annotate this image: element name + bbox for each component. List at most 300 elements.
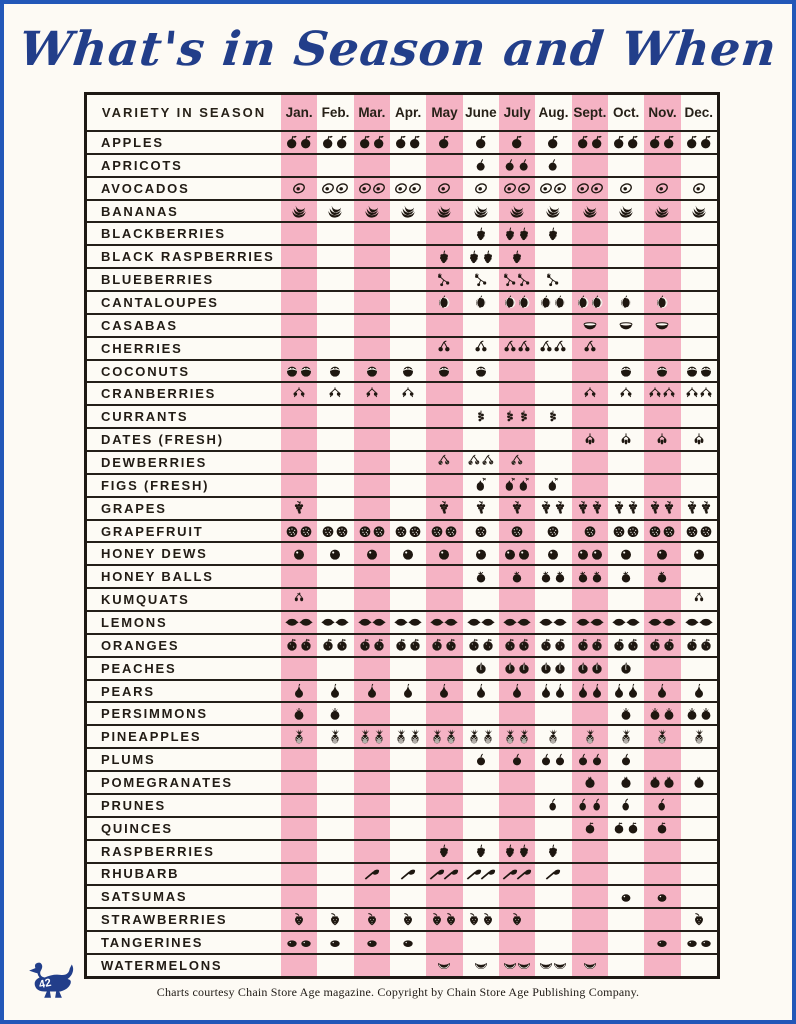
season-cell [499,612,535,633]
season-cell [426,635,462,656]
apple-icon [698,133,714,151]
rhubarb-icon [364,865,380,883]
table-row [87,176,717,199]
season-cell [572,841,608,862]
season-cell [535,681,571,702]
season-cell [463,155,499,176]
table-row [87,359,717,382]
table-row [87,564,717,587]
month-header: Nov. [644,95,680,130]
season-cell [499,886,535,907]
apple-icon [298,133,314,151]
season-cell [317,475,353,496]
season-cell [317,155,353,176]
season-cell [463,886,499,907]
season-cell [499,749,535,770]
season-cell [317,726,353,747]
season-cell [426,338,462,359]
season-cell [281,726,317,747]
coconut-icon [654,362,670,380]
season-cell [281,703,317,724]
avocado-icon [473,179,489,197]
season-cell [317,635,353,656]
season-cell [426,178,462,199]
variety-label: FIGS (FRESH) [101,477,210,493]
season-cell [572,269,608,290]
variety-label: CHERRIES [101,340,183,356]
season-cell [535,223,571,244]
season-cell [535,498,571,519]
season-cell [317,498,353,519]
rhubarb-icon [400,865,416,883]
season-cell [390,155,426,176]
orange-icon [407,636,423,654]
tangerine-icon [327,934,343,952]
season-cell [354,315,390,336]
coconut-icon [473,362,489,380]
berry-icon [545,225,561,243]
season-cell [681,269,717,290]
peach-icon [516,659,532,677]
grapefruit-icon [661,522,677,540]
season-cell [390,566,426,587]
season-cell [608,772,644,793]
table-row [87,290,717,313]
plum-icon [509,751,525,769]
honeydew-icon [436,545,452,563]
season-cell [426,223,462,244]
season-cell [535,475,571,496]
month-header: Dec. [684,105,714,120]
berry-icon [516,842,532,860]
table-row [87,427,717,450]
season-cell [354,726,390,747]
honeydew-icon [691,545,707,563]
lemon-icon [480,613,496,631]
season-cell [463,315,499,336]
goose-icon [26,954,78,1004]
season-cell [644,864,680,885]
season-cell [426,726,462,747]
pear-icon [291,682,307,700]
dewberry-icon [509,453,525,471]
season-cell [608,612,644,633]
prune-icon [654,796,670,814]
season-cell [681,749,717,770]
cantaloupe-icon [436,293,452,311]
season-cell [608,703,644,724]
season-cell [317,361,353,382]
season-cell [572,338,608,359]
season-cell [281,269,317,290]
variety-label: BLUEBERRIES [101,272,214,288]
honeyball-icon [654,568,670,586]
season-cell [390,658,426,679]
season-cell [499,338,535,359]
season-cell [644,658,680,679]
season-cell [281,475,317,496]
season-cell [681,498,717,519]
variety-label: CASABAS [101,317,178,333]
season-cell [535,246,571,267]
coconut-icon [298,362,314,380]
season-cell [426,269,462,290]
season-cell [499,155,535,176]
season-cell [535,932,571,953]
season-cell [354,178,390,199]
season-cell [572,681,608,702]
table-row [87,221,717,244]
season-cell [644,361,680,382]
table-row [87,633,717,656]
variety-label: DATES (FRESH) [101,432,224,448]
banana-icon [691,202,707,220]
season-cell [535,749,571,770]
cranberry-icon [364,385,380,403]
coconut-icon [436,362,452,380]
season-cell [644,498,680,519]
season-cell [426,955,462,976]
variety-label: CURRANTS [101,409,189,425]
season-cell [317,772,353,793]
lemon-icon [589,613,605,631]
quince-icon [582,819,598,837]
tangerine-icon [364,934,380,952]
avocado-icon [291,179,307,197]
season-cell [681,452,717,473]
season-cell [463,361,499,382]
season-cell [354,338,390,359]
season-cell [463,703,499,724]
variety-label: STRAWBERRIES [101,912,228,928]
season-cell [281,406,317,427]
season-cell [390,223,426,244]
pomegranate-icon [618,773,634,791]
grape-icon [661,499,677,517]
season-cell [317,292,353,313]
plum-icon [473,751,489,769]
variety-label: GRAPES [101,500,167,516]
season-cell [572,726,608,747]
grape-icon [436,499,452,517]
season-cell [390,543,426,564]
season-cell [535,178,571,199]
berry-icon [480,248,496,266]
banana-icon [436,202,452,220]
month-header: Mar. [354,95,390,130]
season-cell [535,383,571,404]
season-cell [608,864,644,885]
coconut-icon [698,362,714,380]
season-cell [499,566,535,587]
orange-icon [443,636,459,654]
season-cell [535,818,571,839]
season-cell [463,955,499,976]
grape-icon [552,499,568,517]
season-cell [463,772,499,793]
season-cell [644,795,680,816]
season-cell [681,566,717,587]
season-cell [463,681,499,702]
blueberry-icon [516,271,532,289]
cherry-icon [516,339,532,357]
season-cell [390,589,426,610]
season-cell [354,841,390,862]
season-cell [426,475,462,496]
grapefruit-icon [407,522,423,540]
season-cell [572,429,608,450]
season-cell [608,932,644,953]
season-cell [608,223,644,244]
variety-label: LEMONS [101,614,168,630]
season-cell [644,612,680,633]
season-cell [354,612,390,633]
season-cell [317,818,353,839]
apricot-icon [516,156,532,174]
peach-icon [552,659,568,677]
season-cell [681,841,717,862]
season-cell [644,726,680,747]
season-cell [317,681,353,702]
pomegranate-icon [691,773,707,791]
season-cell [426,292,462,313]
variety-label: COCONUTS [101,363,190,379]
season-cell [426,864,462,885]
season-cell [317,932,353,953]
strawberry-icon [400,911,416,929]
honeyball-icon [618,568,634,586]
season-cell [608,406,644,427]
season-cell [644,338,680,359]
honeydew-icon [654,545,670,563]
blueberry-icon [436,271,452,289]
season-cell [463,795,499,816]
season-cell [681,726,717,747]
month-header: Jan. [281,95,317,130]
strawberry-icon [291,911,307,929]
season-cell [281,886,317,907]
season-cell [572,703,608,724]
pineapple-icon [582,728,598,746]
season-cell [681,589,717,610]
season-cell [535,612,571,633]
season-cell [426,886,462,907]
rhubarb-icon [480,865,496,883]
season-cell [390,132,426,153]
season-cell [463,201,499,222]
avocado-icon [691,179,707,197]
lemon-icon [661,613,677,631]
banana-icon [327,202,343,220]
season-cell [390,772,426,793]
table-row [87,724,717,747]
peach-icon [589,659,605,677]
season-cell [281,635,317,656]
season-cell [681,635,717,656]
season-cell [499,635,535,656]
berry-icon [516,225,532,243]
season-cell [499,383,535,404]
variety-label: ORANGES [101,637,180,653]
season-cell [281,315,317,336]
season-cell [463,452,499,473]
season-cell [608,818,644,839]
pineapple-icon [618,728,634,746]
season-cell [608,292,644,313]
season-cell [317,703,353,724]
season-cell [463,498,499,519]
kumquat-icon [291,591,307,609]
orange-icon [698,636,714,654]
season-cell [426,749,462,770]
variety-label: POMEGRANATES [101,774,233,790]
season-cell [426,681,462,702]
prune-icon [618,796,634,814]
season-cell [499,269,535,290]
table-header-row [87,95,717,130]
watermelon-icon [436,956,452,974]
fig-icon [516,476,532,494]
season-cell [644,269,680,290]
orange-icon [516,636,532,654]
season-cell [390,864,426,885]
avocado-icon [407,179,423,197]
season-cell [281,429,317,450]
table-row [87,244,717,267]
apple-icon [545,133,561,151]
orange-icon [334,636,350,654]
table-row [87,679,717,702]
variety-label: BLACKBERRIES [101,226,226,242]
cantaloupe-icon [589,293,605,311]
cranberry-icon [698,385,714,403]
season-cell [535,864,571,885]
table-row [87,130,717,153]
season-cell [281,818,317,839]
season-cell [317,383,353,404]
variety-label: PINEAPPLES [101,729,202,745]
pear-icon [509,682,525,700]
pear-icon [473,682,489,700]
month-header: Feb. [321,105,350,120]
season-cell [572,223,608,244]
season-cell [390,452,426,473]
season-cell [463,658,499,679]
berry-icon [473,842,489,860]
season-cell [281,292,317,313]
date-icon [691,431,707,449]
season-cell [463,864,499,885]
rhubarb-icon [516,865,532,883]
pineapple-icon [545,728,561,746]
season-cell [535,909,571,930]
season-cell [463,383,499,404]
season-cell [499,292,535,313]
table-row [87,336,717,359]
month-header: Oct. [613,105,640,120]
month-header: Aug. [538,105,569,120]
footer-caption: Charts courtesy Chain Store Age magazine. Copyright by Chain Store Age Publishing Company. [156,985,640,999]
season-cell [390,818,426,839]
season-cell [608,726,644,747]
page-title: What's in Season and When [16,22,780,77]
variety-label: WATERMELONS [101,957,223,973]
season-cell [572,406,608,427]
cranberry-icon [582,385,598,403]
month-header: May [426,95,462,130]
avocado-icon [589,179,605,197]
season-cell [499,864,535,885]
season-cell [426,383,462,404]
season-cell [354,406,390,427]
avocado-icon [334,179,350,197]
season-cell [644,749,680,770]
season-cell [426,246,462,267]
season-cell [463,429,499,450]
season-cell [463,178,499,199]
season-cell [644,841,680,862]
season-cell [390,269,426,290]
season-cell [281,543,317,564]
season-cell [572,909,608,930]
variety-label: PRUNES [101,797,166,813]
grape-icon [291,499,307,517]
honeydew-icon [327,545,343,563]
variety-label: KUMQUATS [101,592,190,608]
season-cell [463,932,499,953]
season-cell [317,132,353,153]
pineapple-icon [291,728,307,746]
season-cell [426,361,462,382]
table-row [87,884,717,907]
table-row [87,587,717,610]
season-cell [681,909,717,930]
season-cell [681,406,717,427]
apple-icon [625,133,641,151]
season-cell [463,338,499,359]
season-cell [535,795,571,816]
banana-icon [654,202,670,220]
season-cell [354,383,390,404]
season-cell [608,383,644,404]
pineapple-icon [691,728,707,746]
apple-icon [407,133,423,151]
table-row [87,450,717,473]
berry-icon [473,225,489,243]
season-cell [535,726,571,747]
season-cell [535,543,571,564]
pineapple-icon [407,728,423,746]
season-cell [681,361,717,382]
variety-label: RHUBARB [101,866,180,882]
season-cell [390,406,426,427]
season-cell [535,361,571,382]
season-cell [463,292,499,313]
season-cell [499,406,535,427]
season-cell [317,864,353,885]
season-cell [681,955,717,976]
lemon-icon [625,613,641,631]
season-cell [608,429,644,450]
grape-icon [625,499,641,517]
season-cell [354,429,390,450]
banana-icon [582,202,598,220]
season-cell [608,246,644,267]
season-cell [681,315,717,336]
month-header: July [499,95,535,130]
season-cell [426,841,462,862]
season-cell [535,269,571,290]
